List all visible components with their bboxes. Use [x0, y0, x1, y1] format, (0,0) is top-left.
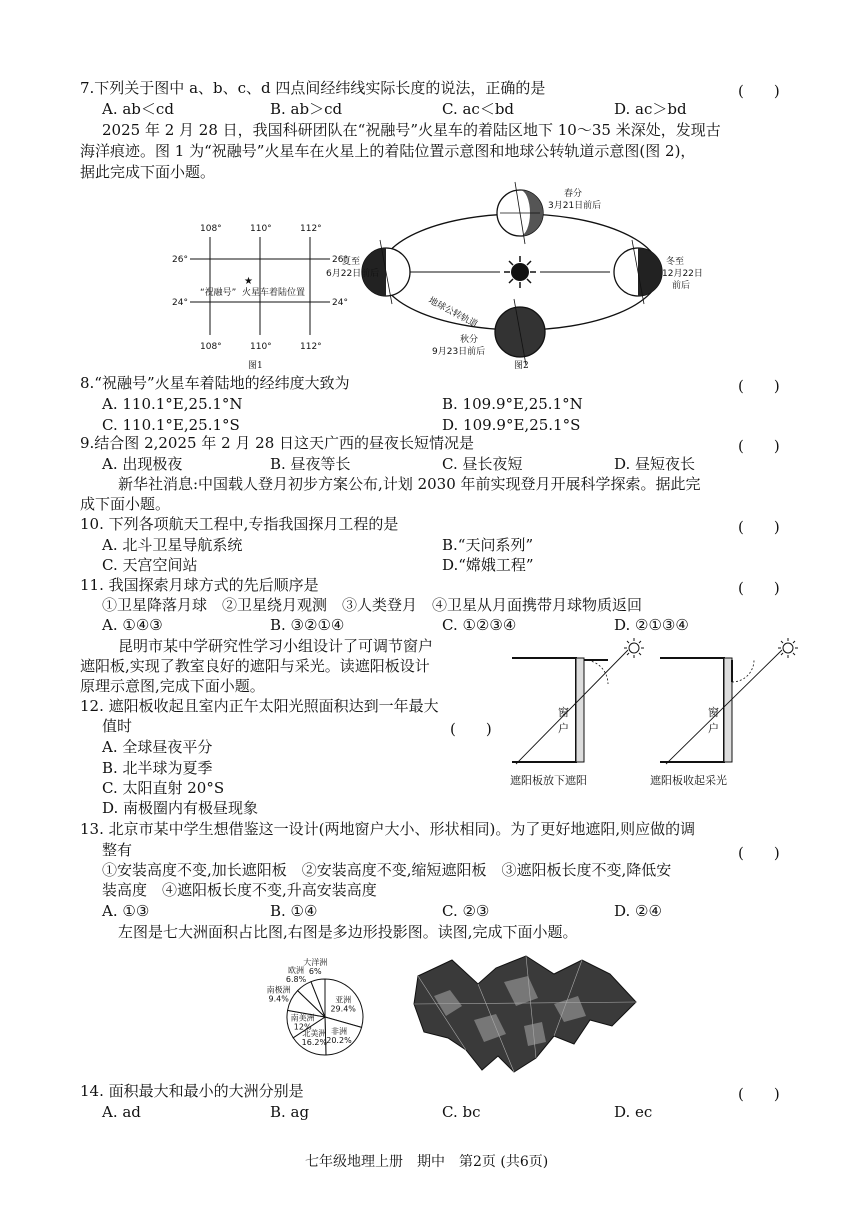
earth-winter-icon [614, 240, 662, 304]
fig2-summer-date: 6月22日前后 [326, 269, 380, 279]
continent-area-pie-chart [250, 942, 400, 1092]
q13-stem-line2: 整有 [102, 841, 133, 859]
passage1-line3: 据此完成下面小题。 [80, 163, 216, 181]
fig1-rover-label-2: 火星车着陆位置 [242, 288, 306, 298]
q8-answer-paren: ( ) [738, 377, 780, 395]
figure2-caption: 图2 [514, 361, 529, 371]
figure1-caption: 图1 [248, 361, 263, 371]
q11-items: ①卫星降落月球 ②卫星绕月观测 ③人类登月 ④卫星从月面携带月球物质返回 [102, 596, 643, 614]
q10-answer-paren: ( ) [738, 518, 780, 536]
fig1-top-lon-110: 110° [250, 224, 272, 234]
q8-option-b: B. 109.9°E,25.1°N [442, 395, 583, 413]
q13-option-a: A. ①③ [102, 902, 150, 920]
q14-option-c: C. bc [442, 1103, 481, 1121]
q13-answer-paren: ( ) [738, 844, 780, 862]
fig2-winter-date: 12月22日 [662, 269, 703, 279]
q14-option-a: A. ad [102, 1103, 141, 1121]
q10-option-a: A. 北斗卫星导航系统 [102, 536, 243, 554]
fig1-rover-label-1: “祝融号” [200, 288, 237, 298]
pie-label-pct-6: 6% [308, 966, 322, 976]
pie-label-name-5: 欧洲 [288, 965, 305, 975]
q11-option-c: C. ①②③④ [442, 616, 517, 634]
fig1-bottom-lon-110: 110° [250, 342, 272, 352]
fig2-autumn-label: 秋分 [460, 335, 479, 345]
sun-icon-right [778, 638, 798, 658]
fig2-autumn-date: 9月23日前后 [432, 347, 486, 357]
window-sunshade-figure [500, 636, 800, 792]
q12-stem-line1: 12. 遮阳板收起且室内正午太阳光照面积达到一年最大 [80, 697, 439, 715]
figure1-lat-lon-grid [168, 215, 348, 375]
earth-autumn-icon [495, 299, 545, 365]
fig1-top-lon-112: 112° [300, 224, 322, 234]
pie-label-pct-3: 12% [293, 1022, 312, 1032]
pie-label-pct-4: 9.4% [268, 994, 289, 1004]
q7-option-a: A. ab＜cd [102, 100, 174, 118]
q12-option-d: D. 南极圈内有极昼现象 [102, 799, 259, 817]
page-footer: 七年级地理上册 期中 第2页 (共6页) [305, 1154, 549, 1170]
window-label-right-1: 窗 [708, 706, 719, 719]
q13-items-line2: 装高度 ④遮阳板长度不变,升高安装高度 [102, 881, 377, 899]
fig1-left-lat-26: 26° [172, 255, 188, 265]
pie-label-name-4: 南极洲 [266, 985, 291, 995]
q7-stem: 7.下列关于图中 a、b、c、d 四点间经纬线实际长度的说法，正确的是 [80, 79, 546, 97]
pie-label-pct-5: 6.8% [285, 974, 307, 984]
fig1-star-icon: ★ [244, 276, 253, 287]
q9-option-c: C. 昼长夜短 [442, 455, 523, 473]
passage4: 左图是七大洲面积占比图,右图是多边形投影图。读图,完成下面小题。 [118, 923, 578, 941]
figure2-earth-orbit [326, 186, 720, 370]
q7-answer-paren: ( ) [738, 82, 780, 100]
q10-stem: 10. 下列各项航天工程中,专指我国探月工程的是 [80, 515, 399, 533]
q13-option-b: B. ①④ [270, 902, 318, 920]
fig2-spring-label: 春分 [564, 189, 583, 199]
passage1-line1: 2025 年 2 月 28 日，我国科研团队在“祝融号”火星车的着陆区地下 10～35 米深处，发现古 [102, 121, 721, 139]
fig1-right-lat-24: 24° [332, 298, 348, 308]
pie-label-name-0: 亚洲 [335, 995, 352, 1005]
fig2-winter-date2: 前后 [672, 281, 691, 291]
window-label-left-2: 户 [558, 722, 569, 735]
q13-items-line1: ①安装高度不变,加长遮阳板 ②安装高度不变,缩短遮阳板 ③遮阳板长度不变,降低安 [102, 861, 672, 879]
fig2-summer-label: 夏至 [342, 257, 361, 267]
q11-stem: 11. 我国探索月球方式的先后顺序是 [80, 576, 319, 594]
q8-stem: 8.“祝融号”火星车着陆地的经纬度大致为 [80, 374, 350, 392]
q9-answer-paren: ( ) [738, 437, 780, 455]
window-right-caption: 遮阳板收起采光 [650, 774, 727, 787]
q9-stem: 9.结合图 2,2025 年 2 月 28 日这天广西的昼夜长短情况是 [80, 434, 475, 452]
q7-option-c: C. ac＜bd [442, 100, 515, 118]
q8-option-d: D. 109.9°E,25.1°S [442, 416, 581, 434]
q12-option-a: A. 全球昼夜平分 [102, 738, 213, 756]
window-label-right-2: 户 [708, 722, 719, 735]
q11-option-d: D. ②①③④ [614, 616, 689, 634]
q7-option-b: B. ab＞cd [270, 100, 343, 118]
passage1-line2: 海洋痕迹。图 1 为“祝融号”火星车在火星上的着陆位置示意图和地球公转轨道示意图(图 2)， [80, 142, 696, 160]
fig1-bottom-lon-112: 112° [300, 342, 322, 352]
fig1-top-lon-108: 108° [200, 224, 222, 234]
q11-option-b: B. ③②①④ [270, 616, 345, 634]
pie-label-name-1: 非洲 [330, 1027, 347, 1037]
sun-icon-left [624, 638, 644, 658]
q14-stem: 14. 面积最大和最小的大洲分别是 [80, 1082, 304, 1100]
q12-option-c: C. 太阳直射 20°S [102, 779, 225, 797]
passage3-line2: 遮阳板,实现了教室良好的遮阳与采光。读遮阳板设计 [80, 657, 430, 675]
q8-option-a: A. 110.1°E,25.1°N [102, 395, 243, 413]
window-left-caption: 遮阳板放下遮阳 [510, 774, 587, 787]
pie-label-pct-2: 16.2% [301, 1038, 328, 1048]
pie-label-name-6: 大洋洲 [303, 957, 328, 967]
sun-icon [504, 256, 536, 288]
q12-option-b: B. 北半球为夏季 [102, 759, 213, 777]
q8-option-c: C. 110.1°E,25.1°S [102, 416, 240, 434]
q9-option-a: A. 出现极夜 [102, 455, 183, 473]
pie-label-pct-1: 20.2% [326, 1036, 352, 1046]
q13-option-c: C. ②③ [442, 902, 490, 920]
q14-option-b: B. ag [270, 1103, 310, 1121]
q12-stem-line2: 值时 [102, 717, 133, 735]
window-label-left-1: 窗 [558, 706, 569, 719]
q10-option-d: D.“嫦娥工程” [442, 556, 534, 574]
earth-spring-icon [497, 182, 543, 244]
fig1-left-lat-24: 24° [172, 298, 188, 308]
q13-option-d: D. ②④ [614, 902, 662, 920]
passage2-line2: 成下面小题。 [80, 495, 171, 513]
q10-option-c: C. 天宫空间站 [102, 556, 198, 574]
q9-option-b: B. 昼夜等长 [270, 455, 351, 473]
fig2-spring-date: 3月21日前后 [548, 201, 602, 211]
q13-stem-line1: 13. 北京市某中学生想借鉴这一设计(两地窗户大小、形状相同)。为了更好地遮阳,则应做的调 [80, 820, 696, 838]
pie-label-name-2: 北美洲 [302, 1029, 327, 1039]
fig1-bottom-lon-108: 108° [200, 342, 222, 352]
polygon-projection-map [404, 946, 644, 1076]
q9-option-d: D. 昼短夜长 [614, 455, 696, 473]
passage3-line3: 原理示意图,完成下面小题。 [80, 677, 265, 695]
fig2-winter-label: 冬至 [666, 257, 685, 267]
pie-label-name-3: 南美洲 [290, 1013, 315, 1023]
q14-option-d: D. ec [614, 1103, 653, 1121]
passage2-line1: 新华社消息:中国载人登月初步方案公布,计划 2030 年前实现登月开展科学探索。据此完 [118, 475, 701, 493]
q11-option-a: A. ①④③ [102, 616, 163, 634]
q7-option-d: D. ac＞bd [614, 100, 687, 118]
q12-answer-paren: ( ) [450, 720, 492, 738]
passage3-line1: 昆明市某中学研究性学习小组设计了可调节窗户 [118, 637, 434, 655]
fig2-orbit-label: 地球公转轨道 [426, 295, 479, 331]
pie-label-pct-0: 29.4% [330, 1004, 356, 1014]
q11-answer-paren: ( ) [738, 579, 780, 597]
fig1-right-lat-26: 26° [332, 255, 348, 265]
q14-answer-paren: ( ) [738, 1085, 780, 1103]
q10-option-b: B.“天问系列” [442, 536, 534, 554]
